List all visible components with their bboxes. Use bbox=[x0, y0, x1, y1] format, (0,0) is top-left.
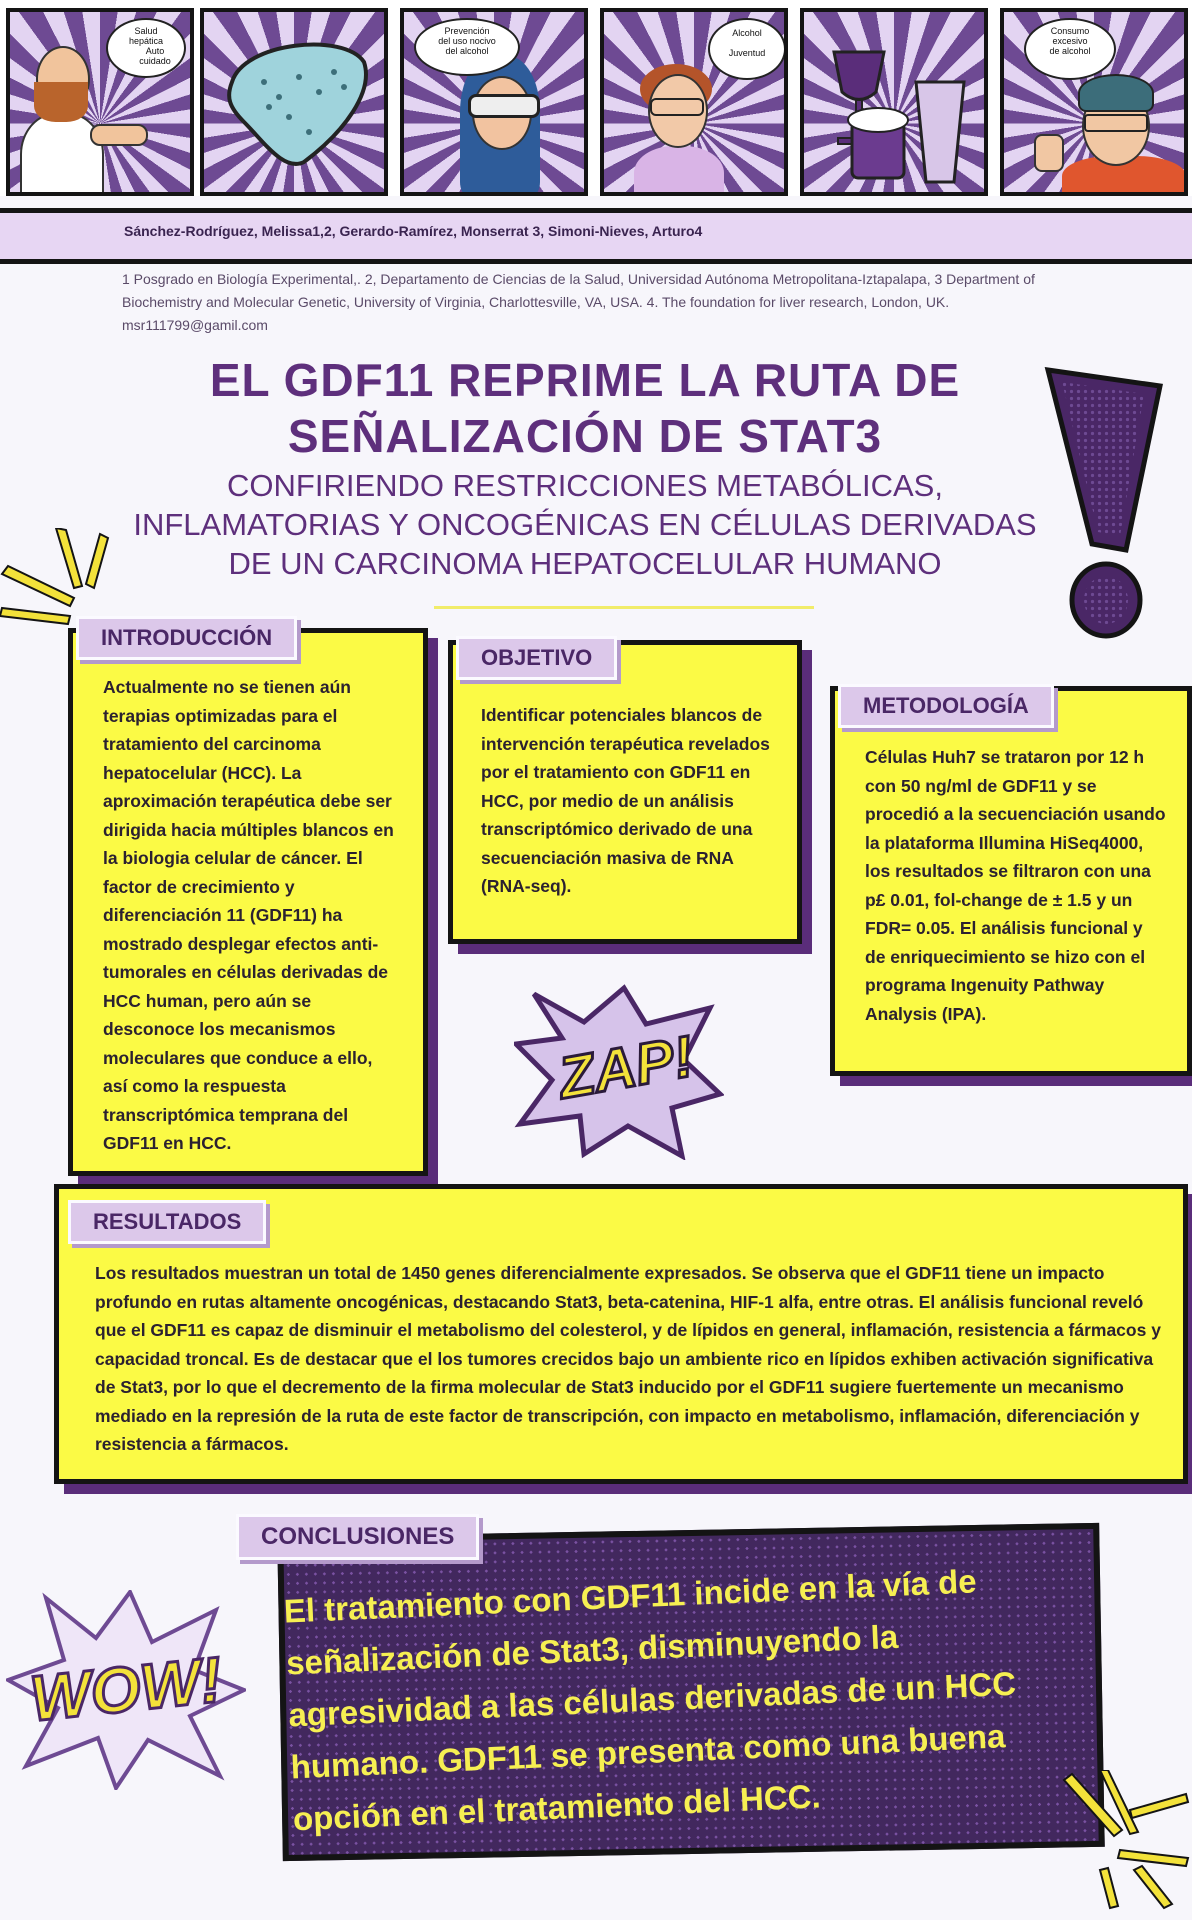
title-line: EL GDF11 REPRIME LA RUTA DE bbox=[209, 354, 961, 406]
intro-text: Actualmente no se tienen aún terapias optimizadas para el tratamiento del carcinoma hepatocelular (HCC). La aproximación terapéutica debe ser dirigida hacia múltiples blancos en la biologia celular de cáncer. El factor de crecimiento y diferenciación 11 (GDF11) ha mostrado desplegar efectos anti-tumorales en células derivadas de HCC human, pero aún se desconoce los mecanismos moleculares que conduce a ello, así como la respuesta transcriptómica temprana del GDF11 en HCC. bbox=[103, 677, 394, 1153]
doctor-beard bbox=[34, 82, 88, 122]
bubble-text: Juventud bbox=[728, 48, 766, 58]
comic-panel-liver bbox=[200, 8, 388, 196]
bubble-text: Auto bbox=[145, 46, 165, 56]
bubble-text: hepática bbox=[128, 36, 164, 46]
wow-text: WOW! bbox=[26, 1643, 226, 1735]
poster-subtitle bbox=[130, 466, 1040, 583]
intro-box bbox=[68, 628, 428, 1176]
section-label-conclusiones: CONCLUSIONES bbox=[236, 1514, 479, 1560]
glasses-icon bbox=[650, 98, 704, 116]
bubble-text: Consumo bbox=[1050, 26, 1090, 36]
divider bbox=[434, 606, 814, 609]
speech-bubble bbox=[1024, 18, 1116, 80]
comic-panel-man-beanie bbox=[1000, 8, 1188, 196]
comic-panel-woman-sunglasses bbox=[400, 8, 588, 196]
drinks-icon bbox=[804, 12, 984, 192]
doctor-coat bbox=[20, 112, 104, 196]
bubble-text: Alcohol bbox=[732, 28, 762, 38]
subtitle-line: CONFIRIENDO RESTRICCIONES METABÓLICAS, bbox=[227, 468, 943, 503]
section-label-resultados: RESULTADOS bbox=[68, 1200, 266, 1244]
wow-sticker bbox=[6, 1590, 246, 1790]
comic-strip bbox=[0, 0, 1192, 196]
conclusiones-text: El tratamiento con GDF11 incide en la vía de señalización de Stat3, disminuyendo la agresividad a las células derivadas de un HCC humano. GDF11 se presenta como una buena opción en el tratamiento del HCC. bbox=[283, 1562, 1017, 1838]
doctor-hand bbox=[90, 124, 148, 146]
speech-bubble bbox=[708, 18, 786, 80]
authors: Sánchez-Rodríguez, Melissa1,2, Gerardo-Ramírez, Monserrat 3, Simoni-Nieves, Arturo4 bbox=[124, 223, 703, 239]
section-label-objetivo: OBJETIVO bbox=[456, 636, 617, 680]
speech-bubble bbox=[414, 18, 520, 76]
woman-top bbox=[634, 146, 724, 196]
conclusiones-box bbox=[277, 1523, 1105, 1861]
glasses-icon bbox=[1084, 114, 1148, 132]
sunglasses-icon bbox=[468, 94, 540, 118]
subtitle-line: INFLAMATORIAS Y ONCOGÉNICAS EN CÉLULAS DERIVADAS bbox=[133, 507, 1037, 542]
bubble-text: de alcohol bbox=[1049, 46, 1091, 56]
section-label-metodologia: METODOLOGÍA bbox=[838, 684, 1054, 728]
bubble-text: Salud bbox=[134, 26, 158, 36]
bubble-text: del alcohol bbox=[445, 46, 489, 56]
thumbs-up-icon bbox=[1034, 134, 1064, 172]
resultados-text: Los resultados muestran un total de 1450 genes diferencialmente expresados. Se observa que el GDF11 tiene un impacto profundo en rutas altamente oncogénicas, destacando Stat3, beta-catenina, HIF-1 alfa, entre otras. El análisis funcional reveló que el GDF11 es capaz de disminuir el metabolismo del colesterol, y de lípidos en general, inflamación, resistencia a fármacos y capacidad troncal. Es de destacar que el los tumores crecidos bajo un ambiente rico en lípidos exhiben activación significativa de Stat3, por lo que el decremento de la firma molecular de Stat3 inducido por el GDF11 sugiere fuertemente un mecanismo mediado en la represión de la ruta de este factor de transcripción, con impacto en metabolismo, inflamación, diferenciación y resistencia a fármacos. bbox=[95, 1263, 1161, 1454]
objetivo-box bbox=[448, 640, 802, 944]
poster-title bbox=[140, 352, 1030, 464]
liver-icon bbox=[204, 12, 384, 192]
affiliations-block bbox=[122, 268, 1082, 337]
bubble-text: excesivo bbox=[1052, 36, 1088, 46]
contact-email[interactable]: msr111799@gamil.com bbox=[122, 317, 268, 333]
bubble-text: Prevención bbox=[444, 26, 490, 36]
title-line: SEÑALIZACIÓN DE STAT3 bbox=[287, 410, 883, 462]
exclamation-icon bbox=[1040, 360, 1170, 650]
spark-lines-icon bbox=[1060, 1770, 1190, 1910]
speech-bubble bbox=[106, 18, 186, 78]
beanie-icon bbox=[1078, 74, 1154, 112]
section-label-introduccion: INTRODUCCIÓN bbox=[76, 616, 297, 660]
bubble-text: cuidado bbox=[139, 56, 171, 66]
objetivo-text: Identificar potenciales blancos de intervención terapéutica revelados por el tratamiento con GDF11 en HCC, por medio de un análisis transcriptómico derivado de una secuenciación masiva de RNA (RNA-seq). bbox=[481, 705, 770, 896]
zap-text: ZAP! bbox=[553, 1023, 699, 1112]
metodologia-text: Células Huh7 se trataron por 12 h con 50 ng/ml de GDF11 y se procedió a la secuenciación usando la plataforma Illumina HiSeq4000, los resultados se filtraron con una p£ 0.01, fol-change de ± 1.5 y un FDR= 0.05. El análisis funcional y de enriquecimiento se hizo con el programa Ingenuity Pathway Analysis (IPA). bbox=[865, 747, 1166, 1024]
subtitle-line: DE UN CARCINOMA HEPATOCELULAR HUMANO bbox=[228, 546, 942, 581]
comic-panel-woman-glasses bbox=[600, 8, 788, 196]
metodologia-box bbox=[830, 686, 1192, 1076]
bubble-text: del uso nocivo bbox=[438, 36, 496, 46]
comic-panel-doctor bbox=[6, 8, 194, 196]
affiliations: 1 Posgrado en Biología Experimental,. 2, Departamento de Ciencias de la Salud, Universidad Autónoma Metropolitana-Iztapalapa, 3 Department of Biochemistry and Molecular Genetic, University of Virginia, Charlottesville, VA, USA. 4. The foundation for liver research, London, UK. bbox=[122, 271, 1035, 310]
zap-sticker bbox=[514, 984, 724, 1160]
comic-panel-drinks bbox=[800, 8, 988, 196]
